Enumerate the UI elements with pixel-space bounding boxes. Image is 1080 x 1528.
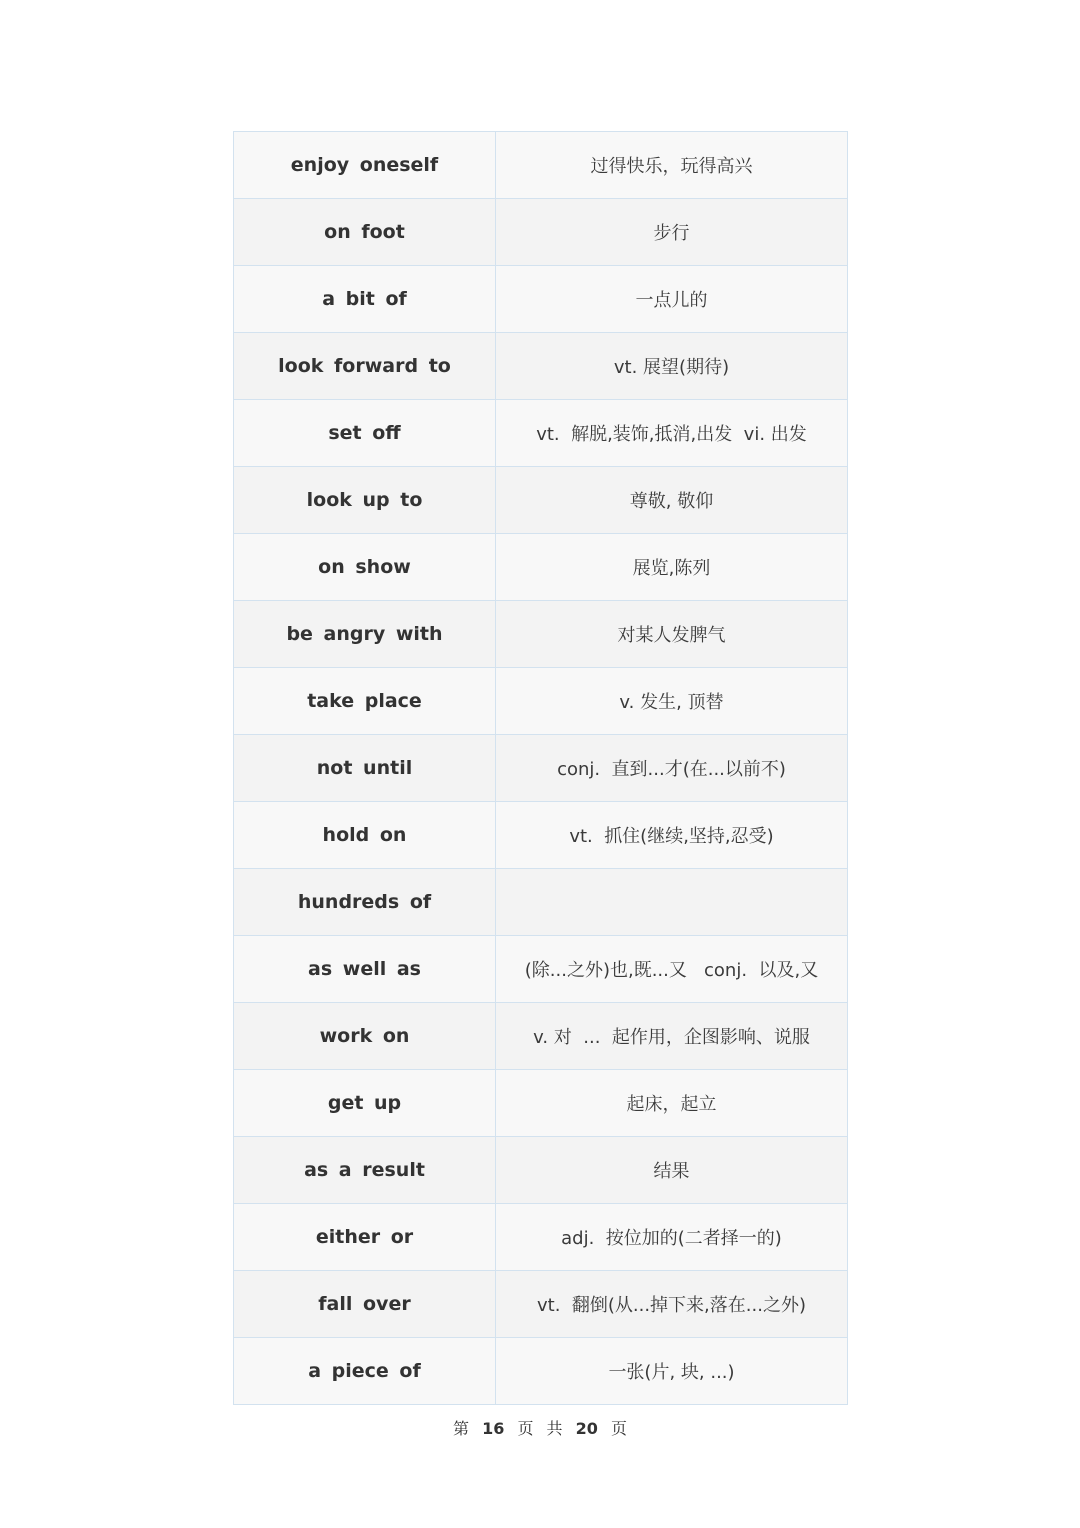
table-row (234, 802, 848, 869)
vocabulary-table (233, 131, 848, 1405)
table-row (234, 936, 848, 1003)
english-phrase: be angry with (234, 601, 496, 668)
chinese-meaning: vt. 抓住(继续,坚持,忍受) (496, 802, 848, 869)
chinese-meaning: 步行 (496, 199, 848, 266)
vocabulary-table-body (234, 132, 848, 1405)
table-row (234, 400, 848, 467)
table-row (234, 1137, 848, 1204)
table-row (234, 869, 848, 936)
footer-suffix: 页 (611, 1419, 628, 1438)
chinese-meaning: 尊敬, 敬仰 (496, 467, 848, 534)
chinese-meaning: v. 发生, 顶替 (496, 668, 848, 735)
table-row (234, 467, 848, 534)
table-row (234, 534, 848, 601)
english-phrase: hold on (234, 802, 496, 869)
english-phrase: hundreds of (234, 869, 496, 936)
english-phrase: fall over (234, 1271, 496, 1338)
chinese-meaning: (除...之外)也,既...又 conj. 以及,又 (496, 936, 848, 1003)
chinese-meaning: 对某人发脾气 (496, 601, 848, 668)
english-phrase: a bit of (234, 266, 496, 333)
chinese-meaning: conj. 直到...才(在...以前不) (496, 735, 848, 802)
english-phrase: as well as (234, 936, 496, 1003)
table-row (234, 132, 848, 199)
chinese-meaning: vt. 解脱,装饰,抵消,出发 vi. 出发 (496, 400, 848, 467)
chinese-meaning: v. 对 ... 起作用，企图影响、说服 (496, 1003, 848, 1070)
table-row (234, 333, 848, 400)
table-row (234, 735, 848, 802)
chinese-meaning: 过得快乐，玩得高兴 (496, 132, 848, 199)
footer-prefix: 第 (452, 1419, 469, 1438)
chinese-meaning: vt. 翻倒(从...掉下来,落在...之外) (496, 1271, 848, 1338)
current-page-number: 16 (482, 1419, 505, 1438)
english-phrase: look forward to (234, 333, 496, 400)
chinese-meaning: adj. 按位加的(二者择一的) (496, 1204, 848, 1271)
english-phrase: a piece of (234, 1338, 496, 1405)
english-phrase: as a result (234, 1137, 496, 1204)
page-footer (0, 1416, 1080, 1439)
total-page-count: 20 (575, 1419, 598, 1438)
chinese-meaning: 一点儿的 (496, 266, 848, 333)
english-phrase: not until (234, 735, 496, 802)
english-phrase: work on (234, 1003, 496, 1070)
chinese-meaning: 起床，起立 (496, 1070, 848, 1137)
footer-middle: 页 共 (517, 1419, 563, 1438)
table-row (234, 199, 848, 266)
english-phrase: on show (234, 534, 496, 601)
chinese-meaning: 展览,陈列 (496, 534, 848, 601)
chinese-meaning: 结果 (496, 1137, 848, 1204)
table-row (234, 1271, 848, 1338)
table-row (234, 601, 848, 668)
english-phrase: set off (234, 400, 496, 467)
chinese-meaning (496, 869, 848, 936)
english-phrase: get up (234, 1070, 496, 1137)
english-phrase: look up to (234, 467, 496, 534)
table-row (234, 1338, 848, 1405)
table-row (234, 266, 848, 333)
english-phrase: either or (234, 1204, 496, 1271)
table-row (234, 1003, 848, 1070)
table-row (234, 668, 848, 735)
english-phrase: take place (234, 668, 496, 735)
table-row (234, 1204, 848, 1271)
chinese-meaning: vt. 展望(期待) (496, 333, 848, 400)
chinese-meaning: 一张(片, 块, ...) (496, 1338, 848, 1405)
english-phrase: enjoy oneself (234, 132, 496, 199)
english-phrase: on foot (234, 199, 496, 266)
table-row (234, 1070, 848, 1137)
